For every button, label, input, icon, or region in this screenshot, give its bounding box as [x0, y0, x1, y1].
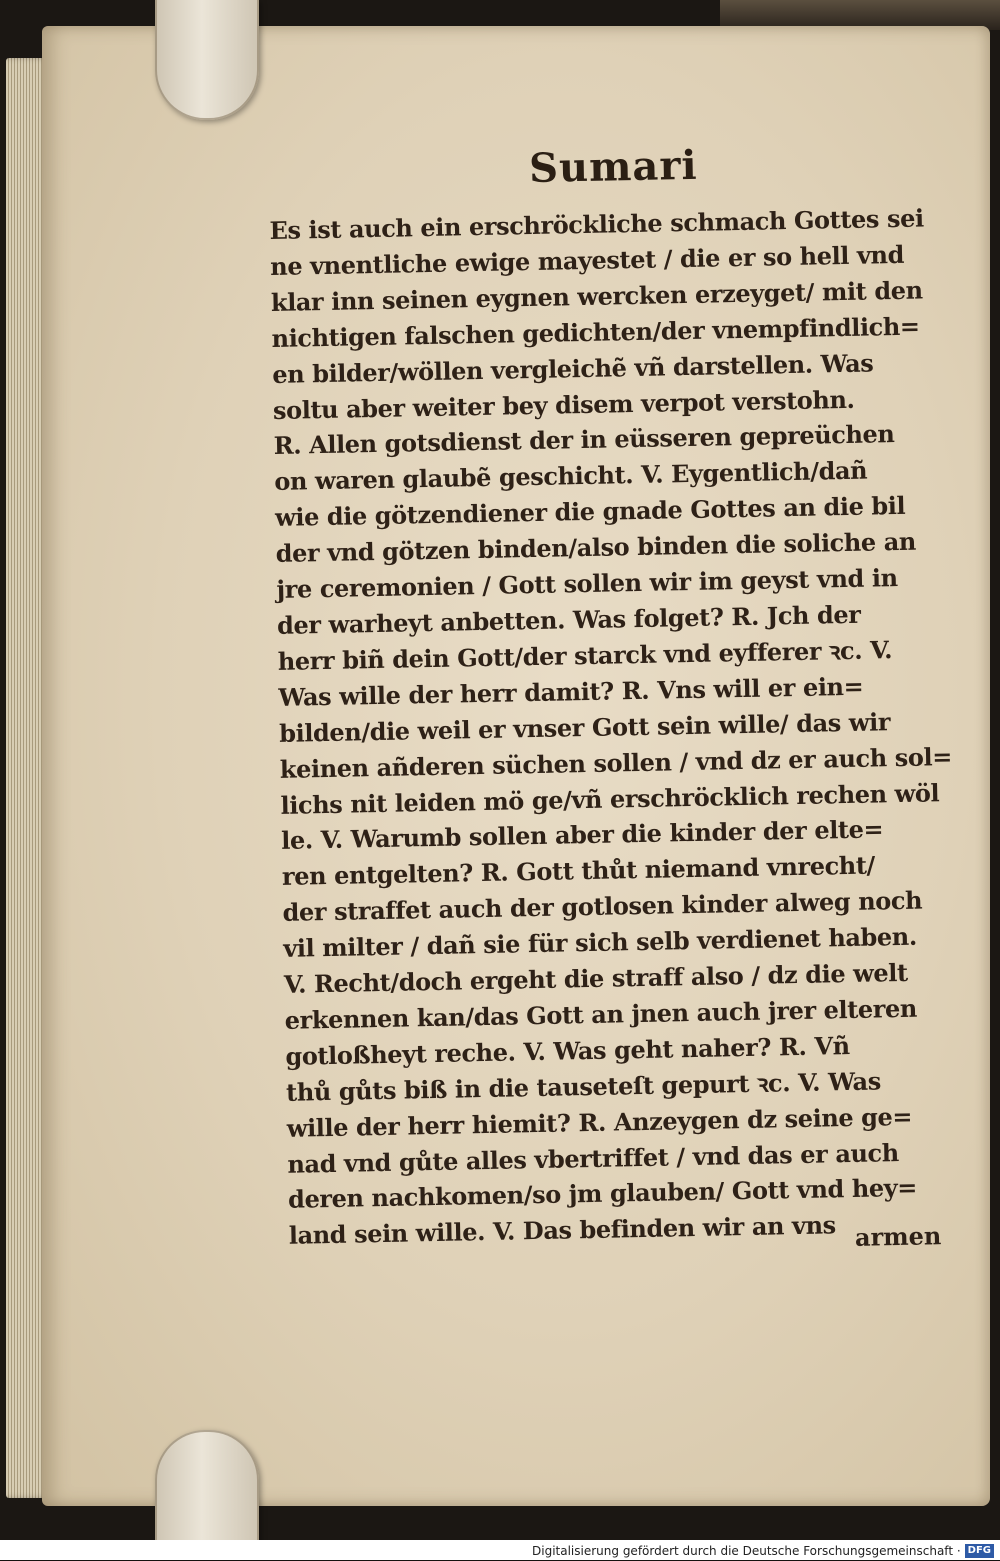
text-line: Es ist auch ein erschröckliche schmach Gottes sei [269, 203, 924, 245]
text-line: keinen añderen süchen sollen / vnd dz er auch sol= [279, 741, 953, 784]
text-line: on waren glaubẽ geschicht. V. Eygentlich/dañ [274, 455, 868, 497]
dfg-logo: DFG [965, 1544, 994, 1558]
text-line: nad vnd gůte alles vbertriffet / vnd das er auch [287, 1137, 900, 1179]
text-line: nichtigen falschen gedichten/der vnempfindlich= [271, 311, 920, 353]
text-line: R. Allen gotsdienst der in eüsseren gepreüchen [273, 419, 895, 461]
catchword: armen [854, 1221, 942, 1252]
text-line: erkennen kan/das Gott an jnen auch jrer elteren [284, 993, 918, 1035]
text-line: gotloßheyt reche. V. Was geht naher? R. Vñ [285, 1030, 850, 1071]
text-line: der vnd götzen binden/also binden die soliche an [275, 526, 917, 569]
text-line: land sein wille. V. Das befinden wir an vns [288, 1210, 836, 1251]
text-line: deren nachkomen/so jm glauben/ Gott vnd hey= [287, 1173, 918, 1215]
text-line: ren entgelten? R. Gott thůt niemand vnrecht/ [281, 850, 876, 892]
text-line: bilden/die weil er vnser Gott sein wille/ das wir [278, 706, 891, 748]
text-line: jre ceremonien / Gott sollen wir im geyst vnd in [276, 563, 898, 604]
text-line: en bilder/wöllen vergleichẽ vñ darstellen. Was [272, 348, 874, 389]
text-line: der straffet auch der gotlosen kinder alweg noch [282, 885, 923, 928]
page-clip-top [155, 0, 259, 120]
text-line: herr biñ dein Gott/der starck vnd eyfferer ꝛc. V. [277, 634, 893, 676]
text-line: wie die götzendiener die gnade Gottes an die bil [274, 491, 906, 533]
text-line: soltu aber weiter bey disem verpot verstohn. [272, 384, 855, 425]
footer-bar [0, 1540, 1000, 1560]
text-line: Was wille der herr damit? R. Vns will er ein= [278, 671, 864, 712]
text-line: wille der herr hiemit? R. Anzeygen dz seine ge= [286, 1101, 913, 1143]
funding-credit: Digitalisierung gefördert durch die Deutsche Forschungsgemeinschaft · [532, 1543, 961, 1558]
text-line: thů gůts biß in die tauseteſt gepurt ꝛc. V. Was [285, 1066, 882, 1107]
text-line: klar inn seinen eygnen wercken erzeyget/ mit den [270, 275, 923, 317]
text-line: lichs nit leiden mö ge/vñ erschröcklich rechen wöl [280, 777, 940, 820]
page-text-block [268, 137, 979, 1254]
text-line: le. V. Warumb sollen aber die kinder der elte= [280, 814, 884, 856]
text-line: vil milter / dañ sie für sich selb verdienet haben. [283, 921, 918, 963]
text-line: der warheyt anbetten. Was folget? R. Jch der [276, 599, 861, 640]
text-line: ne vnentliche ewige mayestet / die er so hell vnd [269, 239, 905, 281]
text-lines [269, 200, 979, 1254]
text-line: V. Recht/doch ergeht die straff also / dz die welt [283, 957, 908, 999]
page-clip-bottom [155, 1430, 259, 1540]
page-heading: Sumari [528, 141, 699, 192]
